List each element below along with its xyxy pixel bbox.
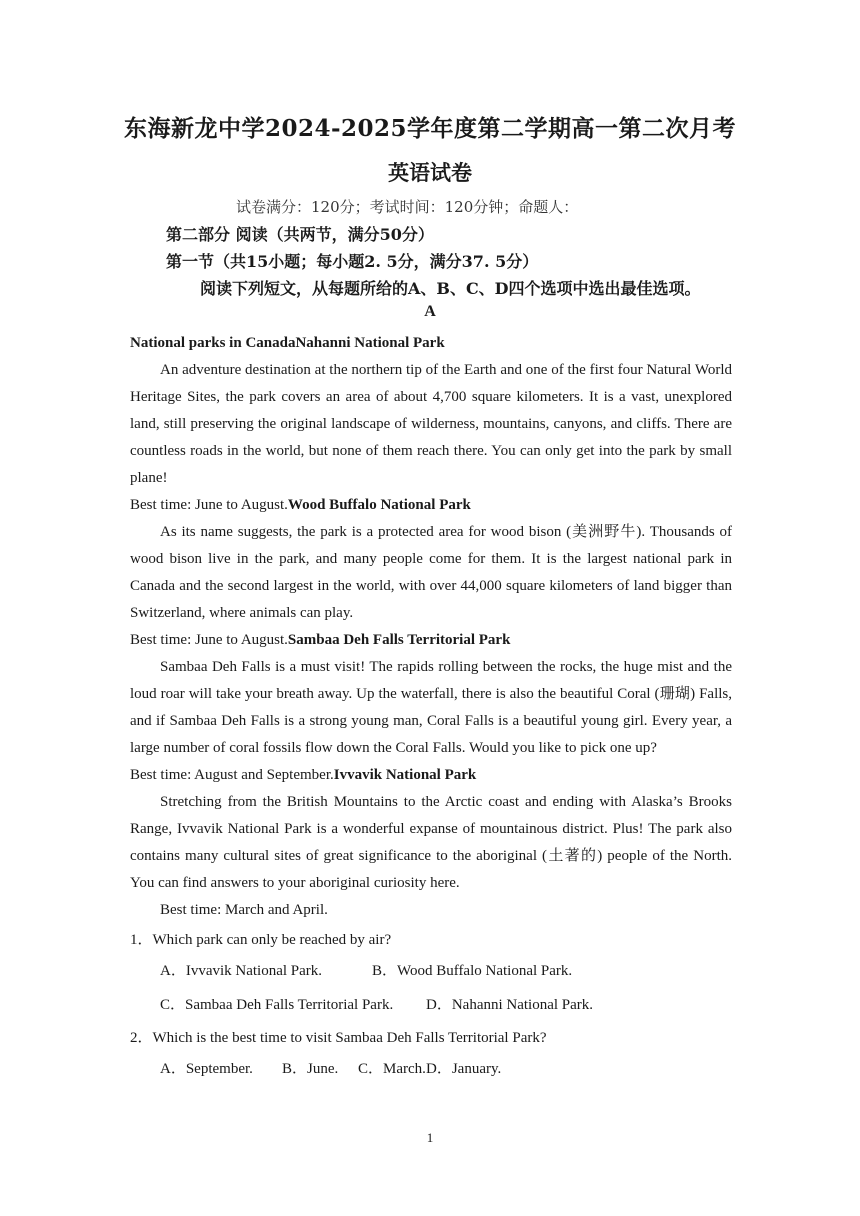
page-number: 1	[426, 1130, 434, 1145]
best-time: Best time: March and April.	[160, 902, 328, 918]
part-heading: 第二部分 阅读（共两节，满分50分）	[166, 225, 434, 244]
exam-meta: 试卷满分：120分；考试时间：120分钟；命题人：	[236, 198, 579, 216]
best-time: Best time: June to August.	[130, 497, 288, 513]
passage	[130, 330, 732, 1086]
subsection-heading: 第一节（共15小题；每小题2. 5分，满分37. 5分）	[166, 252, 539, 271]
park-heading-2	[130, 492, 732, 519]
park-heading-4	[130, 762, 732, 789]
best-time: Best time: August and September.	[130, 767, 334, 783]
option-a: A．Ivvavik National Park.	[160, 963, 323, 979]
park-heading-3	[130, 627, 732, 654]
park-name: Nahanni National Park	[295, 335, 445, 351]
park-description: An adventure destination at the northern tip of the Earth and one of the first four Natural World Heritage Sites, the park covers an area of about 4,700 square kilometers. It is a vast, unexplored land, still preserving the original landscape of wilderness, mountains, canyons, and cliffs. There are countless roads in the world, but none of them reach there. You can only get into the park by small plane!	[130, 362, 732, 486]
park-name: Sambaa Deh Falls Territorial Park	[287, 632, 511, 648]
exam-subtitle: 英语试卷	[388, 160, 472, 185]
option-c: C．March.	[358, 1061, 426, 1077]
instruction: 阅读下列短文，从每题所给的A、B、C、D四个选项中选出最佳选项。	[200, 279, 701, 298]
park-name: Wood Buffalo National Park	[287, 497, 471, 513]
option-c: C．Sambaa Deh Falls Territorial Park.	[160, 997, 394, 1013]
options-row	[130, 1052, 732, 1086]
question-2: 2．Which is the best time to visit Sambaa Deh Falls Territorial Park?	[130, 1030, 547, 1046]
park-name: Ivvavik National Park	[333, 767, 477, 783]
best-time: Best time: June to August.	[130, 632, 288, 648]
option-d: D．January.	[426, 1061, 502, 1077]
option-d: D．Nahanni National Park.	[426, 997, 594, 1013]
option-a: A．September.	[160, 1061, 253, 1077]
article-heading: National parks in Canada	[130, 335, 296, 351]
park-description: Stretching from the British Mountains to the Arctic coast and ending with Alaska’s Brooks Range, Ivvavik National Park is a wonderful expanse of mountainous district. Plus! The park also contains many cultural sites of great significance to the aboriginal (土著的) people of the North. You can find answers to your aboriginal curiosity here.	[130, 794, 732, 891]
park-description: As its name suggests, the park is a protected area for wood bison (美洲野牛). Thousands of wood bison live in the park, and many people come for them. It is the largest national park in Canada and the second largest in the world, with over 44,000 square kilometers of land bigger than Switzerland, where animals can play.	[130, 524, 732, 621]
passage-letter: A	[424, 303, 436, 320]
park-description: Sambaa Deh Falls is a must visit! The rapids rolling between the rocks, the huge mist and the loud roar will take your breath away. Up the waterfall, there is also the beautiful Coral (珊瑚) Falls, and if Sambaa Deh Falls is a strong young man, Coral Falls is a beautiful young girl. Every year, a large number of coral fossils flow down the Coral Falls. Would you like to pick one up?	[130, 659, 732, 756]
options-row	[130, 954, 732, 988]
question-1: 1．Which park can only be reached by air?	[130, 932, 392, 948]
option-b: B．Wood Buffalo National Park.	[372, 963, 573, 979]
options-row	[130, 988, 732, 1022]
exam-title: 东海新龙中学2024-2025学年度第二学期高一第二次月考	[123, 115, 737, 142]
option-b: B．June.	[282, 1061, 339, 1077]
park-heading-1	[130, 330, 732, 357]
